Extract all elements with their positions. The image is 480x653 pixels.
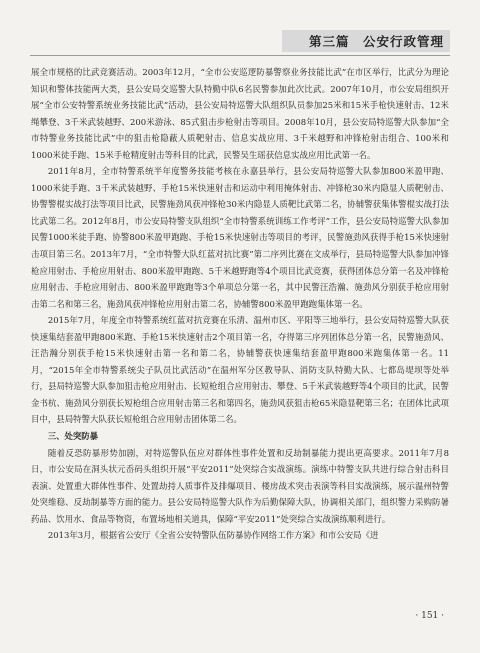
header-rule [30, 55, 450, 56]
section-heading: 三、处突防暴 [47, 431, 99, 442]
body-text [31, 64, 449, 544]
paragraph: 展全市规格的比武竞赛活动。2003年12月，“全市公安巡逻防暴警察业务技能比武”在市区举行，比武分为理论知识和警体技能两大类，县公安局交巡警大队特勤中队6名民警参加此次比武。2007年10月，市公安局组织开展“全市公安特警系统业务技能比武”活动，县公安局特巡警大队组织队员参加25米和15米手枪快速射击、12米绳攀登、3千米武装越野、200米游泳、85式狙击步枪射击等项目。2008年10月，县公安局特巡警大队参加“全市特警业务技能比武”中的狙击枪隐蔽人质靶射击、信息实战应用、3千米越野和冲锋枪射击组合、100米和1000米徒手跑、15米手枪精度射击等科目的比武，民警吴生瑶获信息实战应用比武第一名。 [31, 67, 449, 160]
paragraph: 2013年3月，根据省公安厅《全省公安特警队伍防暴协作网络工作方案》和市公安局《进 [47, 530, 379, 541]
page-number: · 151 · [415, 611, 444, 621]
paragraph: 2011年8月，全市特警系统半年度警务技能考核在永嘉县举行，县公安局特巡警大队参加800米盈甲跑、1000米徒手跑、3千米武装越野、手枪15米快速射击和运动中利用掩体射击、冲锋枪30米内隐显人质靶射击、协警警棍实战打法等项目比武，民警施劲风获冲锋枪30米内隐显人质靶比武第二名，协辅警获集体警棍实战打法比武第二名。2012年8月，市公安局特警支队组织“全市特警系统训练工作考评”工作，县公安局特巡警大队参加民警1000米徒手跑、协警800米盈甲跑跑、手枪15米快速射击等项目的考评，民警施劲风获得手枪15米快速射击项目第三名。2013年7月，“全市特警大队红蓝对抗比赛”第二序列比赛在文成举行，县局特巡警大队参加冲锋枪应用射击、手枪应用射击、800米盈甲跑跑、5千米越野跑等4个项目比武竞赛，获得团体总分第一名及冲锋枪应用射击、手枪应用射击、800米盈甲跑跑等3个单项总分第一名，其中民警汪浩瀚、施劲风分别获手枪应用射击第二名和第三名，施劲风获冲锋枪应用射击第二名，协辅警800米盈甲跑跑集体第一名。 [31, 166, 449, 309]
running-header: 第三篇 公安行政管理 [308, 34, 444, 49]
paragraph: 随着反恐防暴形势加剧，对特巡警队伍应对群体性事件处置和反劫制暴能力提出更高要求。2011年7月8日，市公安局在洞头状元岙码头组织开展“平安2011”处突综合实战演练。演练中特警支队共进行综合射击科目表演、处置重大群体性事件、处置劫持人质事件及排爆项目、楼房战术突击表演等科目实战演练，展示温州特警处突维稳、反劫制暴等方面的能力。县公安局特巡警大队作为后勤保障大队，协调相关部门，组织警力采购防暑药品、饮用水、食品等物资，布置场地相关道具，保障“平安2011”处突综合实战演练顺利进行。 [31, 447, 449, 524]
paragraph: 2015年7月，年度全市特警系统红蓝对抗竞赛在乐清、温州市区、平阳等三地举行，县公安局特巡警大队获快速集结套盈甲跑800米跑、手枪15米快速射击2个项目第一名，夺得第三序列团体总分第一名，民警施劲风、汪浩瀚分别获手枪15米快速射击第一名和第二名，协辅警获快速集结套盈甲跑800米跑集体第一名。11月，“2015年全市特警系统尖子队员比武活动”在温州军分区教导队、消防支队特勤大队、七都岛堤坝等处举行，县局特巡警大队参加狙击枪应用射击、长短枪组合应用射击、攀登、5千米武装越野等4个项目的比武，民警金书杭、施劲风分别获长短枪组合应用射击第三名和第四名，施劲风获狙击枪65米隐显靶第三名；在团体比武项目中，县局特警大队获长短枪组合应用射击团体第二名。 [31, 315, 449, 425]
